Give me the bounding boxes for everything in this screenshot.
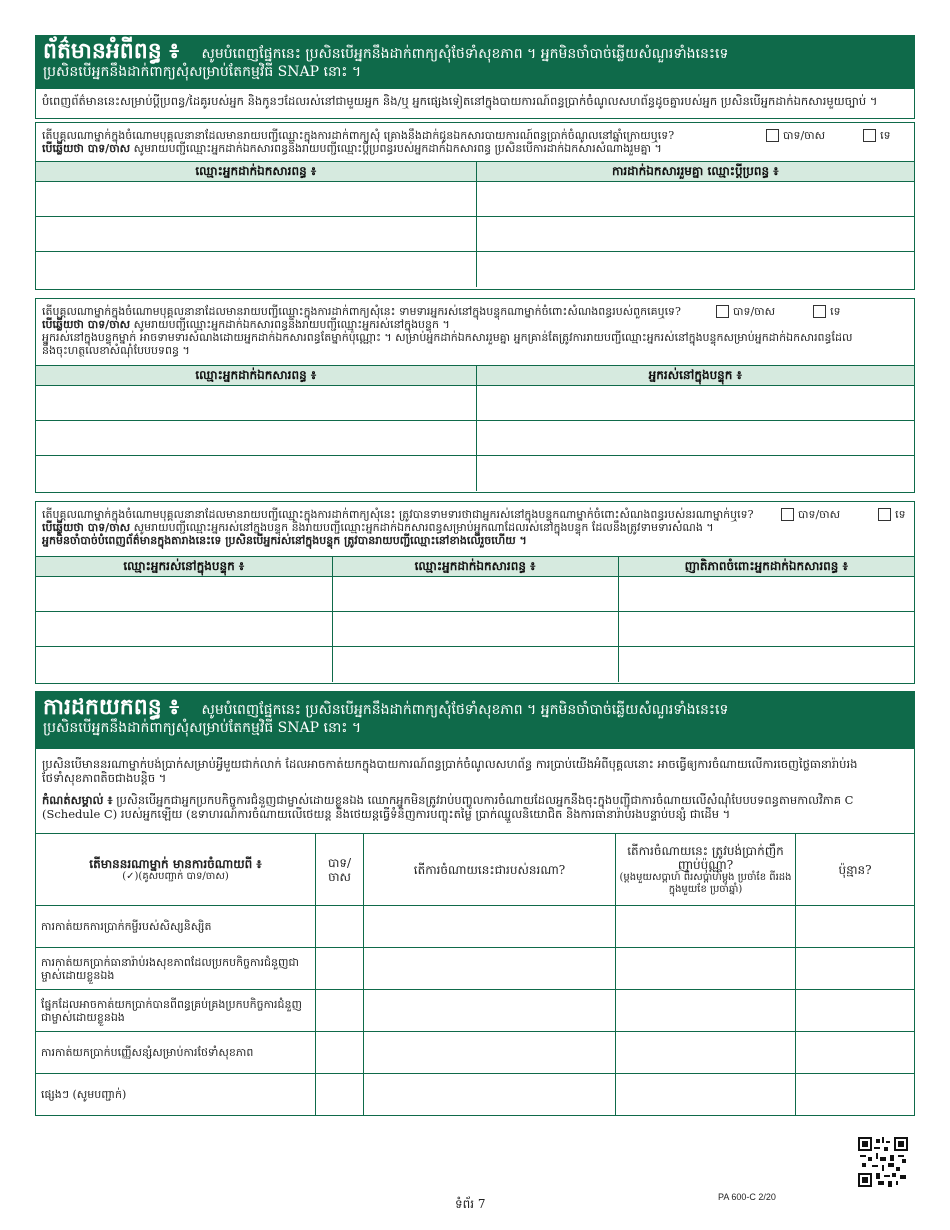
form-id: PA 600-C 2/20 [718, 1192, 776, 1202]
table-row [36, 182, 914, 217]
claimed-dependent-instruction-bold: បើឆ្លើយថា បាទ/ចាស [42, 521, 131, 534]
claimed-dependent-no-label: ទេ [895, 508, 906, 521]
dependent-claim-block [35, 298, 915, 493]
claimed-dependent-col-dependent: ឈ្មោះអ្នករស់នៅក្នុងបន្ទុក ៖ [36, 557, 332, 577]
dependent-cell[interactable] [36, 612, 332, 647]
deduction-amount-cell[interactable] [796, 906, 915, 948]
filer-instruction-bold: បើឆ្លើយថា បាទ/ចាស [42, 142, 131, 155]
claimed-dependent-yes-label: បាទ/ចាស [798, 508, 841, 521]
deduction-label: ការកាត់យកការប្រាក់កម្ចីរបស់សិស្សនិស្សិត [36, 906, 316, 948]
table-row [36, 456, 914, 491]
filer-name-cell[interactable] [36, 252, 476, 287]
filer-spouse-cell[interactable] [476, 182, 914, 217]
deduction-whose-cell[interactable] [364, 990, 616, 1032]
relationship-cell[interactable] [618, 577, 914, 612]
filer-name-cell[interactable] [36, 386, 476, 421]
deduction-yes-cell[interactable] [316, 906, 364, 948]
deduction-label: ផ្សេងៗ (សូមបញ្ជាក់) [36, 1074, 316, 1116]
deductions-col-who: តើមាននរណាម្នាក់ មានការចំណាយពី ៖ [89, 856, 262, 871]
table-row [36, 906, 915, 948]
deductions-title: ការដកយកពន្ធ ៖ [43, 694, 180, 720]
table-row [36, 948, 915, 990]
deductions-note-bold: កំណត់សម្គាល់ ៖ [42, 793, 113, 807]
filer-question-text: តើបុគ្គលណាម្នាក់ក្នុងចំណោមបុគ្គលនានាដែលមានរាយបញ្ជីឈ្មោះក្នុងការដាក់ពាក្យសុំ គ្រោងនឹងដាក់ជូនឯកសារបាយការណ៍ពន្ធប្រាក់ចំណូលនៅឆ្នាំក្រោយឬទេ? [42, 129, 675, 142]
deductions-intro [35, 749, 915, 833]
table-row [36, 1032, 915, 1074]
filer-name-cell[interactable] [36, 217, 476, 252]
deduction-frequency-cell[interactable] [616, 906, 796, 948]
table-row [36, 647, 914, 682]
deductions-col-how-often: តើការចំណាយនេះ ត្រូវបង់ប្រាក់ញឹកញាប់ប៉ុណ្ណា? [627, 843, 784, 872]
table-row [36, 990, 915, 1032]
qr-code-icon [858, 1137, 908, 1187]
filer-name-cell[interactable] [332, 612, 618, 647]
dependent-cell[interactable] [36, 577, 332, 612]
claimed-dependent-instruction: សូមរាយបញ្ជីឈ្មោះអ្នករស់នៅក្នុងបន្ទុក និងរាយបញ្ជីឈ្មោះអ្នកដាក់ឯកសារពន្ធសម្រាប់អ្នកណាដែលរស់នៅក្នុងបន្ទុក ដែលនឹងត្រូវទាមទារសំណង ។ [133, 521, 714, 534]
filer-name-cell[interactable] [36, 182, 476, 217]
dependent-claim-col-dependent: អ្នករស់នៅក្នុងបន្ទុក ៖ [476, 366, 914, 386]
filer-no-label: ទេ [880, 129, 891, 142]
deductions-header-line2: ប្រសិនបើអ្នកនឹងដាក់ពាក្យសុំសម្រាប់តែកម្មវិធី SNAP នោះ ។ [43, 720, 362, 736]
deductions-col-whose: តើការចំណាយនេះជារបស់នរណា? [364, 834, 616, 906]
dependent-claim-col-filer: ឈ្មោះអ្នកដាក់ឯកសារពន្ធ ៖ [36, 366, 476, 386]
deduction-yes-cell[interactable] [316, 948, 364, 990]
filer-yes-label: បាទ/ចាស [783, 129, 826, 142]
deduction-frequency-cell[interactable] [616, 1032, 796, 1074]
deduction-frequency-cell[interactable] [616, 948, 796, 990]
dependent-claim-yes-checkbox[interactable] [716, 305, 729, 318]
deduction-whose-cell[interactable] [364, 1032, 616, 1074]
filer-no-checkbox[interactable] [863, 129, 876, 142]
table-row [36, 612, 914, 647]
deductions-col-yes: បាទ/ចាស [316, 834, 364, 906]
deduction-frequency-cell[interactable] [616, 990, 796, 1032]
deduction-label: ផ្នែកដែលអាចកាត់យកប្រាក់បានពីពន្ធគ្រប់គ្រងប្រកបកិច្ចការជំនួញជាម្ចាស់ដោយខ្លួនឯង [36, 990, 316, 1032]
filer-spouse-cell[interactable] [476, 217, 914, 252]
dependent-claim-note: អ្នករស់នៅក្នុងបន្ទុកម្នាក់ អាចទាមទារសំណងដោយអ្នកដាក់ឯកសារពន្ធតែម្នាក់ប៉ុណ្ណោះ ។ សម្រាប់អ្នកដាក់ឯកសាររួមគ្នា អ្នកគ្រាន់តែត្រូវការរាយបញ្ជីឈ្មោះអ្នករស់នៅក្នុងបន្ទុកសម្រាប់អ្នកដាក់ឯកសារពន្ធដែលនឹងចុះហត្ថលេខាសំណុំបែបបទពន្ធ ។ [42, 331, 853, 357]
deduction-amount-cell[interactable] [796, 948, 915, 990]
filer-block [35, 122, 915, 290]
claimed-dependent-note: អ្នកមិនចាំបាច់បំពេញព័ត៌មានក្នុងតារាងនេះទេ ប្រសិនបើអ្នករស់នៅក្នុងបន្ទុក ត្រូវបានរាយបញ្ជីឈ្មោះនៅខាងលើរួចហើយ ។ [42, 534, 527, 547]
deductions-col-amount: ប៉ុន្មាន? [796, 834, 915, 906]
relationship-cell[interactable] [618, 647, 914, 682]
filer-name-cell[interactable] [36, 421, 476, 456]
deduction-whose-cell[interactable] [364, 906, 616, 948]
deduction-label: ការកាត់យកប្រាក់ធានារ៉ាប់រងសុខភាពដែលប្រកបកិច្ចការជំនួញជាម្ចាស់ដោយខ្លួនឯង [36, 948, 316, 990]
filer-name-cell[interactable] [36, 456, 476, 491]
dependent-cell[interactable] [36, 647, 332, 682]
tax-info-header [35, 35, 915, 89]
deductions-col-how-often-sub: (ម្ដងមួយសប្ដាហ៍ ពីរសប្ដាហ៍ម្ដង ប្រចាំខែ ពីរដងក្នុងមួយខែ ប្រចាំឆ្នាំ) [619, 871, 792, 895]
claimed-dependent-yes-checkbox[interactable] [781, 508, 794, 521]
tax-info-header-line2: ប្រសិនបើអ្នកនឹងដាក់ពាក្យសុំសម្រាប់តែកម្មវិធី SNAP នោះ ។ [43, 64, 362, 80]
deduction-amount-cell[interactable] [796, 990, 915, 1032]
filer-table [36, 161, 914, 287]
table-row [36, 252, 914, 287]
dependent-claim-yes-label: បាទ/ចាស [733, 305, 776, 318]
deduction-yes-cell[interactable] [316, 1074, 364, 1116]
filer-col-spouse: ការដាក់ឯកសាររួមគ្នា ឈ្មោះប្ដីប្រពន្ធ ៖ [476, 162, 914, 182]
deduction-yes-cell[interactable] [316, 990, 364, 1032]
deduction-yes-cell[interactable] [316, 1032, 364, 1074]
deduction-amount-cell[interactable] [796, 1074, 915, 1116]
filer-instruction: សូមរាយបញ្ជីឈ្មោះអ្នកដាក់ឯកសារពន្ធនិងរាយបញ្ជីឈ្មោះប្ដីប្រពន្ធរបស់អ្នកដាក់ឯកសារពន្ធ ប្រសិនបើការដាក់ឯកសារសំណាងរួមគ្នា ។ [133, 142, 662, 155]
dependent-claim-table [36, 365, 914, 491]
filer-col-name: ឈ្មោះអ្នកដាក់ឯកសារពន្ធ ៖ [36, 162, 476, 182]
claimed-dependent-block [35, 501, 915, 684]
deductions-intro-text: ប្រសិនបើមាននរណាម្នាក់បង់ប្រាក់សម្រាប់អ្វីមួយជាក់លាក់ ដែលអាចកាត់យកក្នុងបាយការណ៍ពន្ធប្រាក់ចំណូលសហព័ន្ធ ការប្រាប់យើងអំពីបុគ្គលនោះ អាចធ្វើឲ្យការចំណាយលើការចេញថ្លៃធានារ៉ាប់រងថែទាំសុខភាពតិចជាងបន្តិច ។ [42, 757, 858, 785]
tax-info-title: ព័ត៌មានអំពីពន្ធ ៖ [43, 38, 180, 64]
deductions-note: ប្រសិនបើអ្នកជាអ្នកប្រកបកិច្ចការជំនួញជាម្ចាស់ដោយខ្លួនឯង ឈោកអ្នកមិនត្រូវរាប់បញ្ចូលការចំណាយដែលអ្នកនឹងចុះក្នុងបញ្ជីជាការចំណាយលើសំណុំបែបបទពន្ធតាមកាលវិភាគ C (Schedule C) របស់អ្នកឡើយ (ឧទាហរណ៍ការចំណាយលើថេយន្ត និងថេយន្តធ្វើទំនិញការបញ្ចុះតម្លៃ ប្រាក់ឈ្នួលនិយោជិត និងការធានារ៉ាប់រងបន្ទាប់បន្សំ ជាដើម ។ [42, 793, 854, 821]
claimed-dependent-question: តើបុគ្គលណាម្នាក់ក្នុងចំណោមបុគ្គលនានាដែលមានរាយបញ្ជីឈ្មោះក្នុងការដាក់ពាក្យសុំនេះ ត្រូវបានទាមទារថាជាអ្នករស់នៅក្នុងបន្ទុកណាម្នាក់ចំពោះសំណងពន្ធរបស់នរណាម្នាក់ឬទេ? [42, 508, 754, 521]
deductions-header [35, 691, 915, 749]
tax-info-header-line1: សូមបំពេញផ្នែកនេះ ប្រសិនបើអ្នកនឹងដាក់ពាក្យសុំថែទាំសុខភាព ។ អ្នកមិនចាំបាច់ឆ្លើយសំណួរទាំងនេះទេ [201, 46, 729, 62]
page-number: ទំព័រ 7 [455, 1197, 486, 1211]
tax-info-intro: បំពេញព័ត៌មាននេះសម្រាប់ប្ដីប្រពន្ធ/ដៃគូរបស់អ្នក និងកូនៗដែលរស់នៅជាមួយអ្នក និង/ឬ អ្នកផ្សេងទៀតនៅក្នុងបាយការណ៍ពន្ធប្រាក់ចំណូលសហព័ន្ធដូចគ្នារបស់អ្នក ប្រសិនបើអ្នកដាក់ឯកសារមួយច្បាប់ ។ [35, 89, 915, 119]
deduction-whose-cell[interactable] [364, 948, 616, 990]
filer-name-cell[interactable] [332, 647, 618, 682]
filer-yes-checkbox[interactable] [766, 129, 779, 142]
deduction-amount-cell[interactable] [796, 1032, 915, 1074]
table-row [36, 1074, 915, 1116]
claimed-dependent-col-filer: ឈ្មោះអ្នកដាក់ឯកសារពន្ធ ៖ [332, 557, 618, 577]
dependent-cell[interactable] [476, 421, 914, 456]
dependent-claim-no-label: ទេ [830, 305, 841, 318]
table-row [36, 577, 914, 612]
claimed-dependent-table [36, 556, 914, 682]
deduction-frequency-cell[interactable] [616, 1074, 796, 1116]
dependent-claim-instruction-bold: បើឆ្លើយថា បាទ/ចាស [42, 318, 131, 331]
table-row [36, 421, 914, 456]
table-row [36, 217, 914, 252]
deduction-label: ការកាត់យកប្រាក់បញ្ញើសន្សំសម្រាប់ការថែទាំសុខភាព [36, 1032, 316, 1074]
claimed-dependent-no-checkbox[interactable] [878, 508, 891, 521]
dependent-claim-no-checkbox[interactable] [813, 305, 826, 318]
dependent-claim-question: តើបុគ្គលណាម្នាក់ក្នុងចំណោមបុគ្គលនានាដែលមានរាយបញ្ជីឈ្មោះក្នុងការដាក់ពាក្យសុំនេះ ទាមទារអ្នករស់នៅក្នុងបន្ទុកណាម្នាក់ចំពោះសំណងពន្ធរបស់ពួកគេឬទេ? [42, 305, 681, 318]
dependent-cell[interactable] [476, 456, 914, 491]
claimed-dependent-col-relationship: ញាតិភាពចំពោះអ្នកដាក់ឯកសារពន្ធ ៖ [618, 557, 914, 577]
deductions-table [35, 833, 915, 1116]
filer-question [36, 123, 914, 161]
filer-name-cell[interactable] [332, 577, 618, 612]
deduction-whose-cell[interactable] [364, 1074, 616, 1116]
deductions-col-who-sub: (✓)(គូសបញ្ជាក់ បាទ/ចាស) [122, 870, 229, 882]
dependent-claim-instruction: សូមរាយបញ្ជីឈ្មោះអ្នកដាក់ឯកសារពន្ធនិងរាយបញ្ជីឈ្មោះអ្នករស់នៅក្នុងបន្ទុក ។ [133, 318, 450, 331]
filer-spouse-cell[interactable] [476, 252, 914, 287]
table-row [36, 386, 914, 421]
deductions-header-line1: សូមបំពេញផ្នែកនេះ ប្រសិនបើអ្នកនឹងដាក់ពាក្យសុំថែទាំសុខភាព ។ អ្នកមិនចាំបាច់ឆ្លើយសំណួរទាំងនេះទេ [201, 702, 729, 718]
relationship-cell[interactable] [618, 612, 914, 647]
dependent-cell[interactable] [476, 386, 914, 421]
